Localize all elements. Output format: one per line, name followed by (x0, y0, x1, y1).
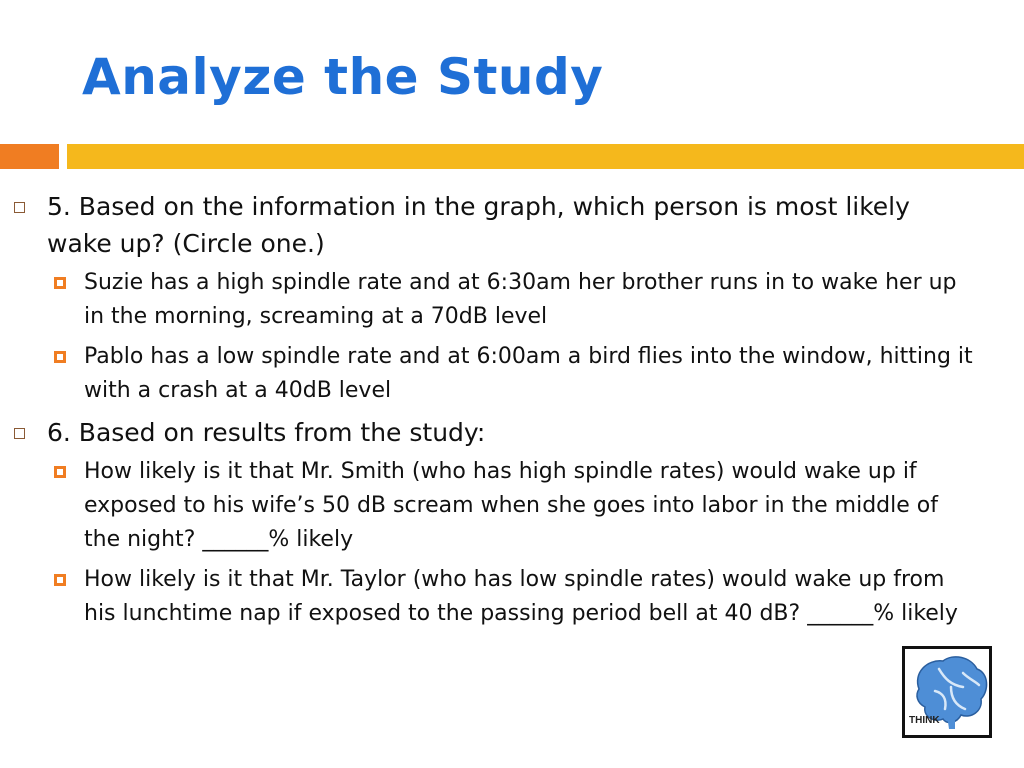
orange-square-bullet-icon (54, 574, 66, 586)
accent-bar-orange (0, 144, 59, 169)
slide-content (14, 188, 974, 637)
question-5 (14, 188, 974, 262)
orange-square-bullet-icon (54, 466, 66, 478)
orange-square-bullet-icon (54, 351, 66, 363)
question-6-taylor (14, 563, 974, 631)
think-logo (902, 646, 992, 738)
question-6 (14, 414, 974, 451)
question-6-text: 6. Based on results from the study: (47, 418, 486, 447)
logo-label: THINK (909, 715, 940, 726)
orange-square-bullet-icon (54, 277, 66, 289)
question-5-text: 5. Based on the information in the graph, which person is most likely wake up? (Circle one.) (47, 192, 910, 258)
smith-question-text: How likely is it that Mr. Smith (who has high spindle rates) would wake up if exposed to his wife’s 50 dB scream when she goes into labor in the middle of the night? ______% likely (84, 459, 938, 552)
question-6-smith (14, 455, 974, 557)
accent-bar-yellow (67, 144, 1024, 169)
option-pablo-text: Pablo has a low spindle rate and at 6:00am a bird flies into the window, hitting it with a crash at a 40dB level (84, 344, 973, 403)
question-5-option-suzie (14, 266, 974, 334)
question-5-option-pablo (14, 340, 974, 408)
hollow-square-icon (14, 428, 25, 439)
slide-title: Analyze the Study (82, 48, 604, 106)
taylor-question-text: How likely is it that Mr. Taylor (who has low spindle rates) would wake up from his lunchtime nap if exposed to the passing period bell at 40 dB? ______% likely (84, 567, 958, 626)
option-suzie-text: Suzie has a high spindle rate and at 6:30am her brother runs in to wake her up in the morning, screaming at a 70dB level (84, 270, 957, 329)
hollow-square-icon (14, 202, 25, 213)
